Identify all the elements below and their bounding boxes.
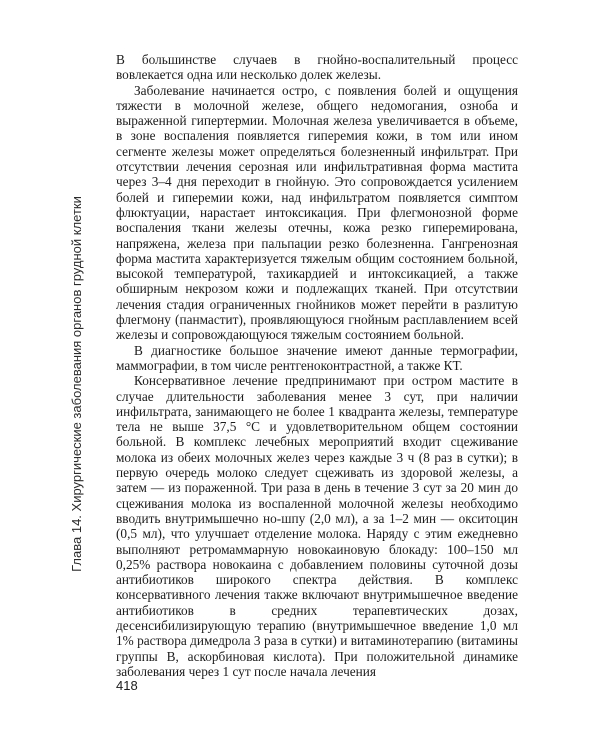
paragraph-1: В большинстве случаев в гнойно-воспалительный процесс вовлекается одна или несколько долек железы.	[116, 52, 518, 83]
body-text	[116, 52, 518, 679]
page-number: 418	[116, 678, 138, 693]
paragraph-3: В диагностике большое значение имеют данные термографии, маммографии, в том числе рентгеноконтрастной, а также КТ.	[116, 342, 518, 373]
paragraph-4: Консервативное лечение предпринимают при остром мастите в случае длительности заболевания менее 3 сут, при наличии инфильтрата, занимающего не более 1 квадранта железы, температуре тела не выше 37,5 °С и удовлетворительном общем состоянии больной. В комплекс лечебных мероприятий входит сцеживание молока из обеих молочных желез через каждые 3 ч (8 раз в сутки); в первую очередь молоко следует сцеживать из здоровой железы, а затем — из пораженной. Три раза в день в течение 3 сут за 20 мин до сцеживания молока из воспаленной молочной железы необходимо вводить внутримышечно но-шпу (2,0 мл), а за 1–2 мин — окситоцин (0,5 мл), что улучшает отделение молока. Наряду с этим ежедневно выполняют ретромаммарную новокаиновую блокаду: 100–150 мл 0,25% раствора новокаина с добавлением половины суточной дозы антибиотиков широкого спектра действия. В комплекс консервативного лечения также включают внутримышечное введение антибиотиков в средних терапевтических дозах, десенсибилизирующую терапию (внутримышечное введение 1,0 мл 1% раствора димедрола 3 раза в сутки) и витаминотерапию (витамины группы В, аскорбиновая кислота). При положительной динамике заболевания через 1 сут после начала лечения	[116, 373, 518, 679]
running-header: Глава 14. Хирургические заболевания органов грудной клетки	[69, 196, 84, 572]
paragraph-2: Заболевание начинается остро, с появления болей и ощущения тяжести в молочной железе, общего недомогания, озноба и выраженной гипертермии. Молочная железа увеличивается в объеме, в зоне воспаления появляется гиперемия кожи, в том или ином сегменте железы может определяться болезненный инфильтрат. При отсутствии лечения серозная или инфильтративная форма мастита через 3–4 дня переходит в гнойную. Это сопровождается усилением болей и гиперемии кожи, над инфильтратом появляется симптом флюктуации, нарастает интоксикация. При флегмонозной форме воспаления ткани железы отечны, кожа резко гиперемирована, напряжена, железа при пальпации резко болезненна. Гангренозная форма мастита характеризуется тяжелым общим состоянием больной, высокой температурой, тахикардией и интоксикацией, а также обширным некрозом кожи и подлежащих тканей. При отсутствии лечения стадия ограниченных гнойников может перейти в разлитую флегмону (панмастит), проявляющуюся гнойным расплавлением всей железы и сопровождающуюся тяжелым состоянием больной.	[116, 82, 518, 343]
